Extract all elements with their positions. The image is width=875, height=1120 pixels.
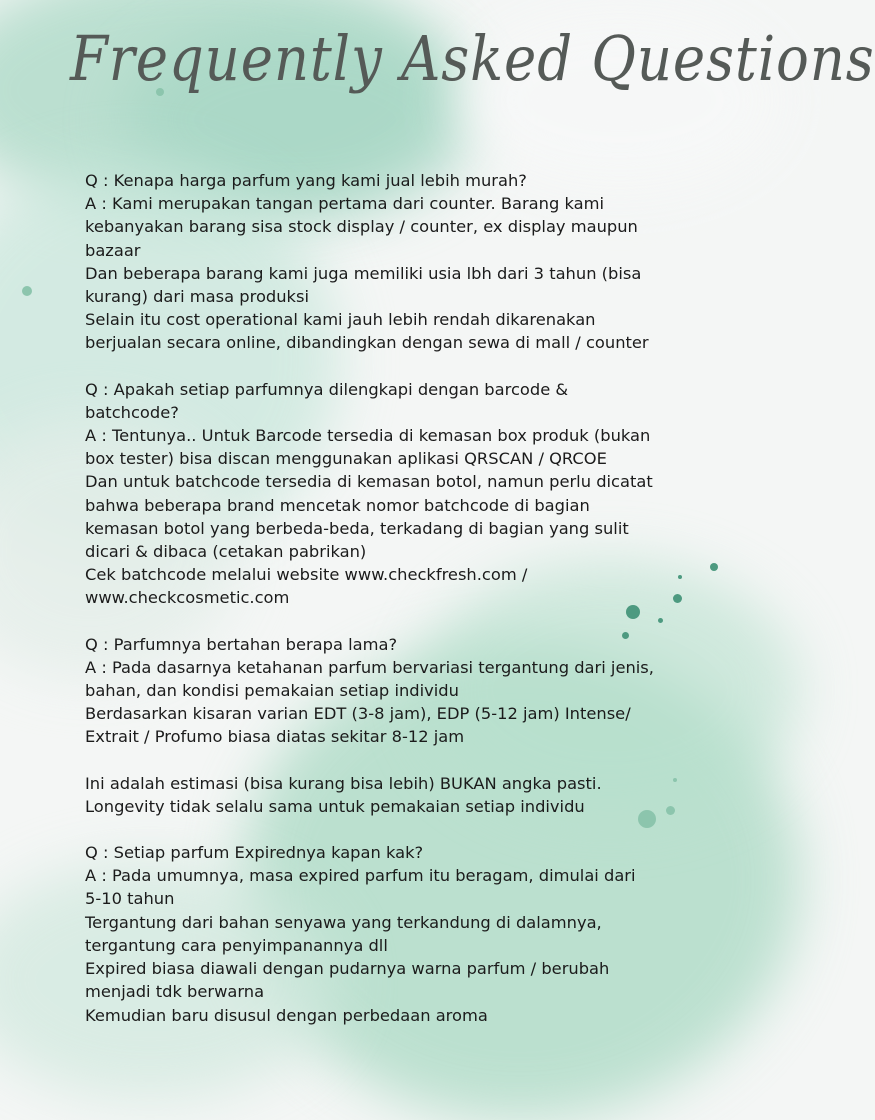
answer-line: berjualan secara online, dibandingkan dengan sewa di mall / counter: [85, 333, 649, 353]
answer-line: Selain itu cost operational kami jauh lebih rendah dikarenakan: [85, 310, 596, 330]
answer-line: kebanyakan barang sisa stock display / counter, ex display maupun: [85, 217, 638, 237]
answer-line: A : Pada umumnya, masa expired parfum itu beragam, dimulai dari: [85, 866, 636, 886]
page-title: Frequently Asked Questions: [70, 22, 875, 95]
answer-line: tergantung cara penyimpanannya dll: [85, 935, 388, 955]
answer-line: bahwa beberapa brand mencetak nomor batchcode di bagian: [85, 495, 590, 515]
answer-line: bazaar: [85, 240, 141, 260]
answer-line: A : Kami merupakan tangan pertama dari counter. Barang kami: [85, 194, 604, 214]
answer-line: Kemudian baru disusul dengan perbedaan aroma: [85, 1005, 488, 1025]
answer-line: box tester) bisa discan menggunakan aplikasi QRSCAN / QRCOE: [85, 449, 607, 469]
spacer: [85, 818, 705, 841]
answer-line: Tergantung dari bahan senyawa yang terkandung di dalamnya,: [85, 912, 602, 932]
answer-line: Extrait / Profumo biasa diatas sekitar 8-12 jam: [85, 727, 465, 747]
paint-splatter: [710, 563, 718, 571]
faq-item-price: [85, 169, 705, 355]
spacer: [85, 749, 705, 772]
answer-line: www.checkcosmetic.com: [85, 588, 290, 608]
answer-line: kemasan botol yang berbeda-beda, terkadang di bagian yang sulit: [85, 518, 629, 538]
answer-line: A : Tentunya.. Untuk Barcode tersedia di kemasan box produk (bukan: [85, 426, 651, 446]
faq-content: [85, 169, 705, 1027]
note-line: Longevity tidak selalu sama untuk pemakaian setiap individu: [85, 796, 585, 816]
question: batchcode?: [85, 402, 179, 422]
answer-line: A : Pada dasarnya ketahanan parfum bervariasi tergantung dari jenis,: [85, 657, 654, 677]
answer-line: Dan untuk batchcode tersedia di kemasan botol, namun perlu dicatat: [85, 472, 653, 492]
answer-line: kurang) dari masa produksi: [85, 287, 309, 307]
answer-line: Expired biasa diawali dengan pudarnya warna parfum / berubah: [85, 959, 610, 979]
answer-line: Dan beberapa barang kami juga memiliki usia lbh dari 3 tahun (bisa: [85, 263, 642, 283]
question: Q : Kenapa harga parfum yang kami jual lebih murah?: [85, 171, 527, 190]
question: Q : Setiap parfum Expirednya kapan kak?: [85, 843, 424, 863]
spacer: [85, 610, 705, 633]
answer-line: dicari & dibaca (cetakan pabrikan): [85, 542, 367, 562]
question: Q : Parfumnya bertahan berapa lama?: [85, 634, 398, 654]
answer-line: menjadi tdk berwarna: [85, 982, 265, 1002]
faq-note-longevity: [85, 772, 705, 818]
faq-item-expiry: [85, 841, 705, 1027]
answer-line: Berdasarkan kisaran varian EDT (3-8 jam), EDP (5-12 jam) Intense/: [85, 704, 631, 724]
answer-line: Cek batchcode melalui website www.checkfresh.com /: [85, 565, 528, 585]
spacer: [85, 355, 705, 378]
faq-item-longevity: [85, 633, 705, 749]
answer-line: 5-10 tahun: [85, 889, 175, 909]
faq-item-barcode: [85, 378, 705, 610]
note-line: Ini adalah estimasi (bisa kurang bisa lebih) BUKAN angka pasti.: [85, 773, 602, 793]
answer-line: bahan, dan kondisi pemakaian setiap individu: [85, 681, 459, 701]
question: Q : Apakah setiap parfumnya dilengkapi dengan barcode &: [85, 379, 569, 399]
paint-splatter: [22, 286, 32, 296]
